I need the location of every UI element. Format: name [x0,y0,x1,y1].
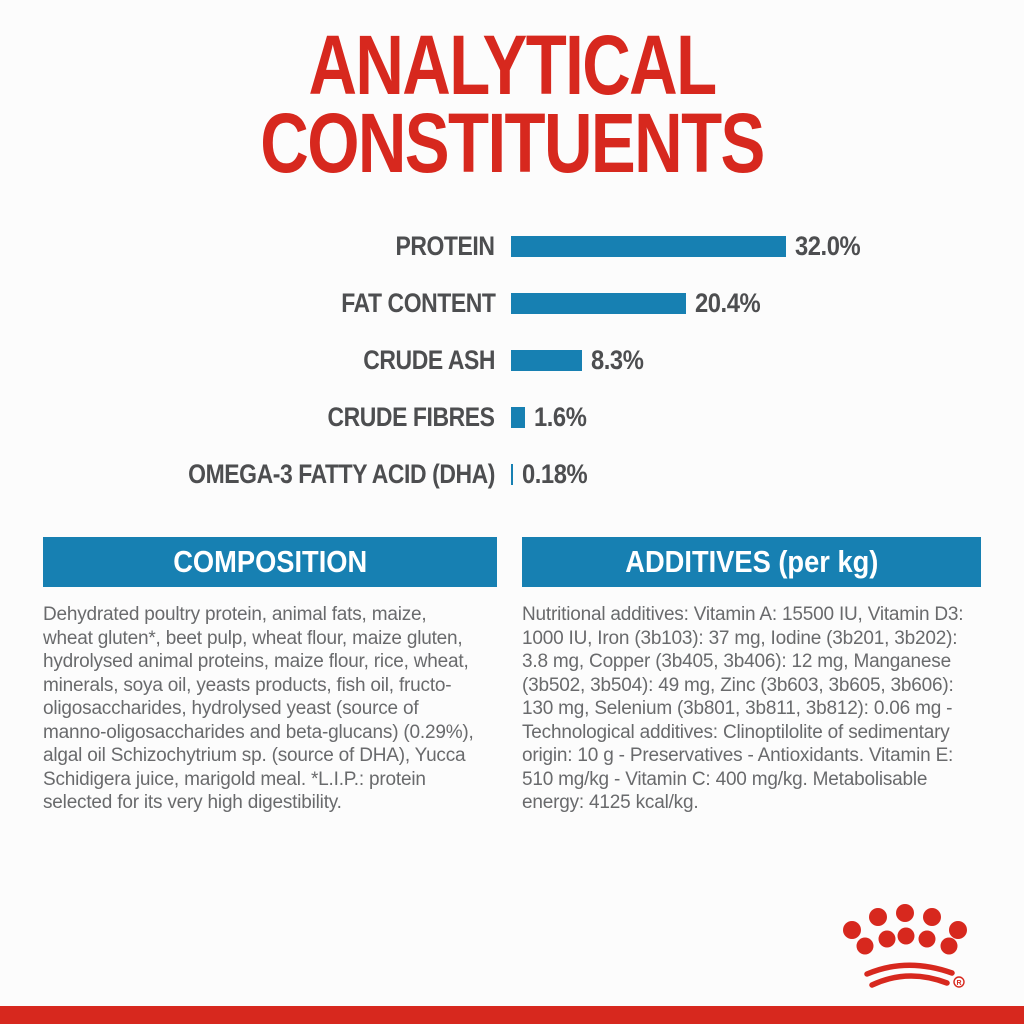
crown-base-arcs [867,965,952,985]
chart-row-label: FAT CONTENT [340,288,495,318]
composition-text: Dehydrated poultry protein, animal fats, maize, wheat gluten*, beet pulp, wheat flour, maize gluten, hydrolysed animal proteins, maize flour, rice, wheat, minerals, soya oil, yeasts products, fish oil, fructo-oligosaccharides, hydrolysed yeast (source of manno-oligosaccharides and beta-glucans) (0.29%), algal oil Schizochytrium sp. (source of DHA), Yucca Schidigera juice, marigold meal. *L.I.P.: protein selected for its very high digestibility. [43,604,474,813]
chart-row [0,275,1024,332]
chart-row-value: 1.6% [534,402,587,432]
additives-header [522,537,981,587]
chart-row-bar [511,293,686,314]
chart-row-label: CRUDE ASH [363,345,495,375]
chart-row-bar [511,407,525,428]
chart-row-label: PROTEIN [395,231,495,261]
composition-header [43,537,497,587]
footer-red-strip [0,1006,1024,1024]
chart-row-value: 32.0% [795,231,861,261]
section-headers [43,537,981,587]
chart-row-value: 0.18% [522,459,588,489]
chart-row [0,389,1024,446]
chart-row-bar [511,236,786,257]
chart-row-bar [511,464,513,485]
chart-row-bar [511,350,582,371]
royal-canin-crown-logo [842,902,987,997]
page-title: ANALYTICAL CONSTITUENTS [260,18,764,191]
registered-trademark-icon [954,977,964,987]
chart-row [0,218,1024,275]
chart-row-label: CRUDE FIBRES [327,402,495,432]
analytical-constituents-chart [0,218,1024,503]
chart-row [0,332,1024,389]
page-title-wrap [0,18,1024,191]
additives-header-label: ADDITIVES (per kg) [624,544,879,579]
chart-row-value: 20.4% [695,288,761,318]
crown-dots [843,904,967,955]
svg-text:R: R [956,980,962,987]
composition-header-label: COMPOSITION [172,544,367,579]
additives-text: Nutritional additives: Vitamin A: 15500 IU, Vitamin D3: 1000 IU, Iron (3b103): 37 mg, Iodine (3b201, 3b202): 3.8 mg, Copper (3b405, 3b406): 12 mg, Manganese (3b502, 3b504): 49 mg, Zinc (3b603, 3b605, 3b606): 130 mg, Selenium (3b801, 3b811, 3b812): 0.06 mg - Technological additives: Clinoptilolite of sedimentary origin: 10 g - Preservatives - Antioxidants. Vitamin E: 510 mg/kg - Vitamin C: 400 mg/kg. Metabolisable energy: 4125 kcal/kg. [522,604,964,813]
chart-row-value: 8.3% [591,345,644,375]
chart-row-label: OMEGA-3 FATTY ACID (DHA) [188,459,495,489]
chart-row [0,446,1024,503]
